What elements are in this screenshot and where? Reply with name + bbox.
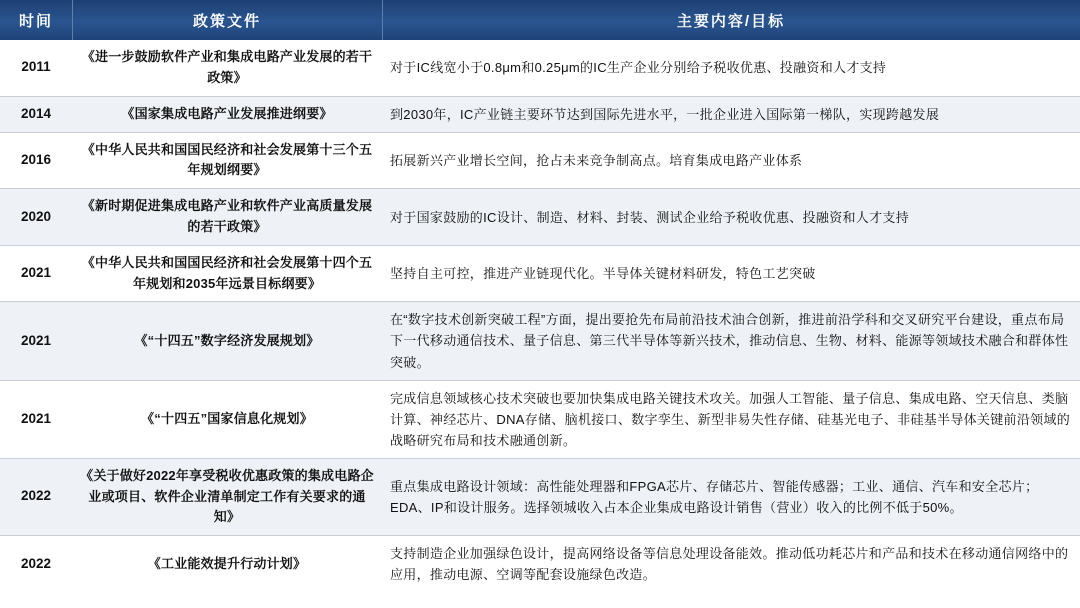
table-row	[0, 302, 1080, 380]
cell-content: 到2030年，IC产业链主要环节达到国际先进水平，一批企业进入国际第一梯队，实现跨越发展	[382, 96, 1080, 132]
column-header-content: 主要内容/目标	[382, 0, 1080, 40]
cell-year: 2020	[0, 189, 72, 246]
table-row	[0, 536, 1080, 593]
cell-year: 2022	[0, 458, 72, 535]
cell-year: 2022	[20, 555, 52, 571]
column-header-document: 政策文件	[72, 0, 382, 40]
cell-document: 《进一步鼓励软件产业和集成电路产业发展的若干政策》	[72, 40, 382, 96]
cell-document: 《中华人民共和国国民经济和社会发展第十三个五年规划纲要》	[72, 132, 382, 189]
table-row	[0, 96, 1080, 132]
cell-content: 拓展新兴产业增长空间，抢占未来竞争制高点。培育集成电路产业体系	[382, 132, 1080, 189]
table-row	[0, 40, 1080, 96]
cell-year: 2016	[0, 132, 72, 189]
cell-content: 支持制造企业加强绿色设计，提高网络设备等信息处理设备能效。推动低功耗芯片和产品和技术在移动通信网络中的应用，推动电源、空调等配套设施绿色改造。	[390, 546, 1069, 583]
cell-content: 重点集成电路设计领域：高性能处理器和FPGA芯片、存储芯片、智能传感器；工业、通信、汽车和安全芯片；EDA、IP和设计服务。选择领城收入占本企业集成电路设计销售（营业）收入的比例不低于50%。	[382, 458, 1080, 535]
cell-document: 《“十四五”国家信息化规划》	[72, 380, 382, 458]
table-row	[0, 245, 1080, 302]
table-header-row	[0, 0, 1080, 40]
table-row	[0, 458, 1080, 535]
cell-document: 《新时期促进集成电路产业和软件产业高质量发展的若干政策》	[72, 189, 382, 246]
cell-content: 坚持自主可控，推进产业链现代化。半导体关键材料研发，特色工艺突破	[382, 245, 1080, 302]
cell-document: 《中华人民共和国国民经济和社会发展第十四个五年规划和2035年远景目标纲要》	[72, 245, 382, 302]
cell-document: 《国家集成电路产业发展推进纲要》	[72, 96, 382, 132]
table-row	[0, 380, 1080, 458]
table-row	[0, 132, 1080, 189]
cell-content: 完成信息领域核心技术突破也要加快集成电路关键技术攻关。加强人工智能、量子信息、集成电路、空天信息、类脑计算、神经芯片、DNA存储、脑机接口、数字孪生、新型非易失性存储、硅基光电子、非硅基半导体关键前沿领域的战略研究布局和技术融通创新。	[382, 380, 1080, 458]
cell-year: 2021	[0, 380, 72, 458]
column-header-year: 时间	[0, 0, 72, 40]
cell-content: 对于IC线宽小于0.8μm和0.25μm的IC生产企业分别给予税收优惠、投融资和人才支持	[382, 40, 1080, 96]
cell-year: 2014	[0, 96, 72, 132]
table-header	[0, 0, 1080, 40]
cell-document: 《工业能效提升行动计划》	[147, 555, 307, 571]
cell-content: 对于国家鼓励的IC设计、制造、材料、封装、测试企业给予税收优惠、投融资和人才支持	[382, 189, 1080, 246]
cell-document: 《“十四五”数字经济发展规划》	[72, 302, 382, 380]
cell-document: 《关于做好2022年享受税收优惠政策的集成电路企业或项目、软件企业清单制定工作有关要求的通知》	[72, 458, 382, 535]
table-row	[0, 189, 1080, 246]
cell-year: 2021	[0, 245, 72, 302]
cell-year: 2021	[0, 302, 72, 380]
table-body	[0, 40, 1080, 592]
cell-year: 2011	[0, 40, 72, 96]
cell-content: 在“数字技术创新突破工程”方面，提出要抢先布局前沿技术油合创新，推进前沿学科和交叉研究平台建设，重点布局下一代移动通信技术、量子信息、第三代半导体等新兴技术，推动信息、生物、材料、能源等领域技术融合和群体性突破。	[382, 302, 1080, 380]
